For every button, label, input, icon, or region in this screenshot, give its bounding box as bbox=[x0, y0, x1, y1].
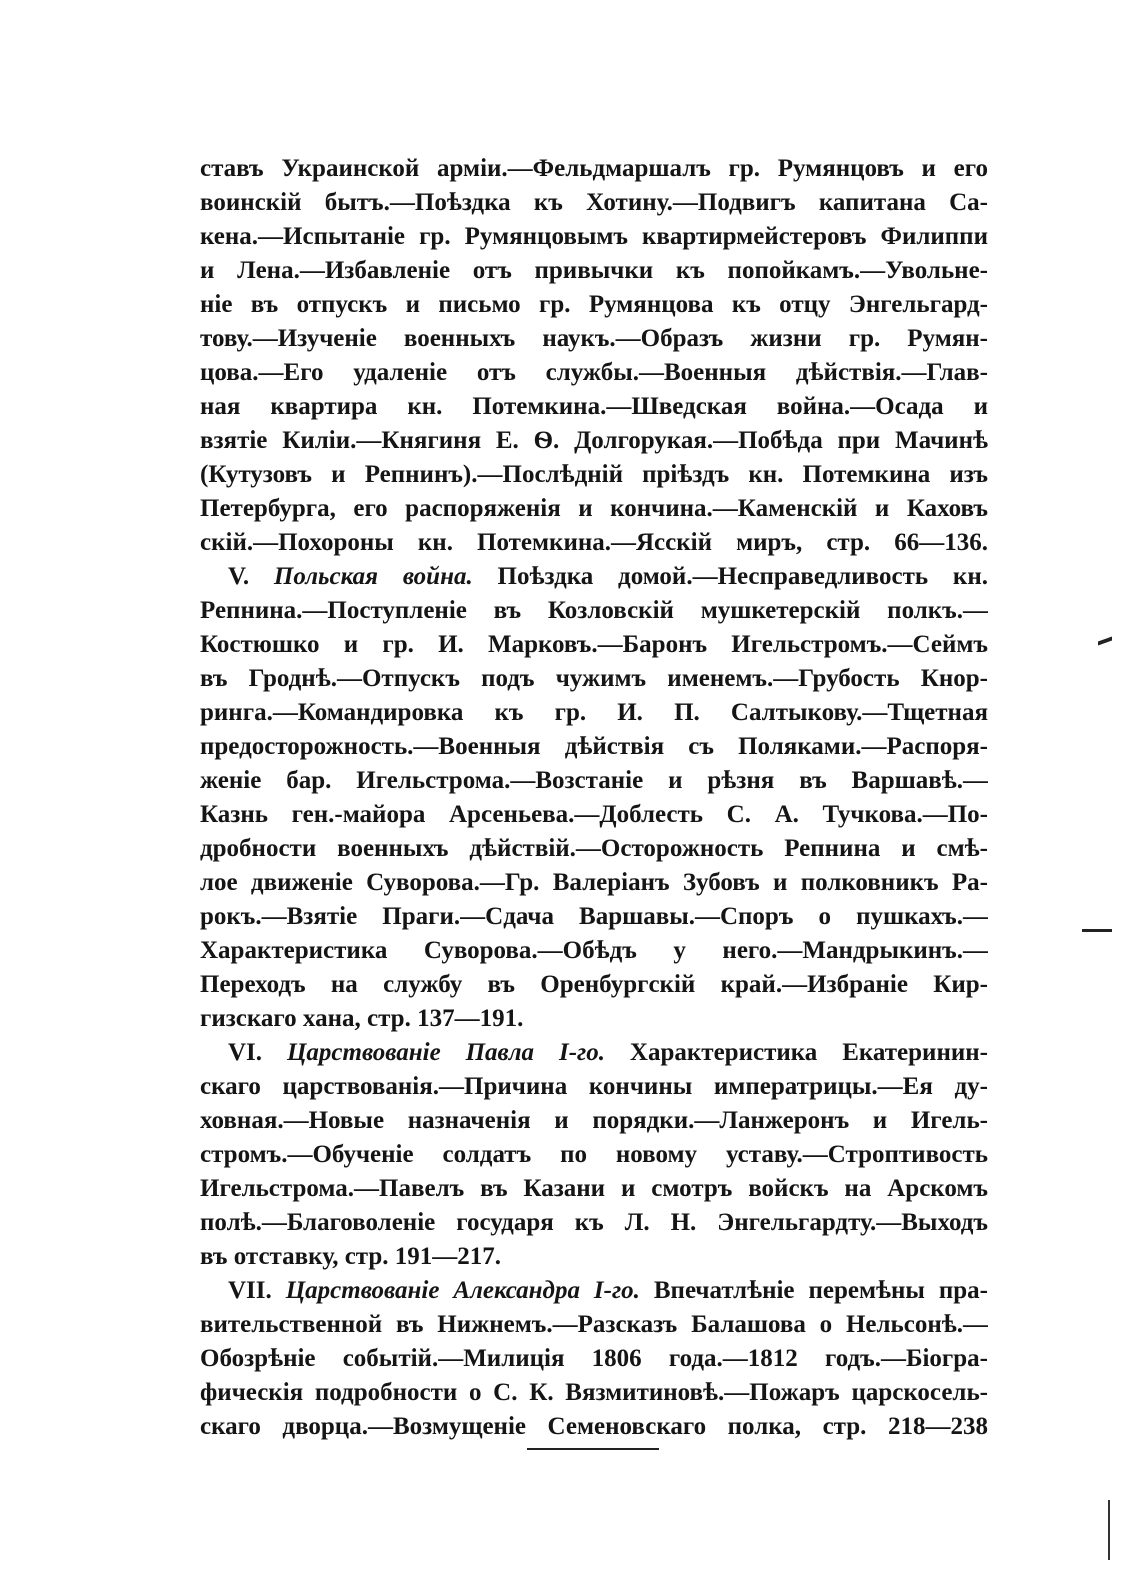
line-text: Характеристика Екатеринин- bbox=[605, 1039, 988, 1066]
line-text: скій.—Похороны кн. Потемкина.—Ясскій миръ, стр. 66—136. bbox=[200, 529, 988, 556]
line-text: Казнь ген.-майора Арсеньева.—Доблесть С. А. Тучкова.—По- bbox=[200, 801, 988, 828]
line-text: ринга.—Командировка къ гр. И. П. Салтыкову.—Тщетная bbox=[200, 699, 988, 726]
line-text: ховная.—Новые назначенія и порядки.—Ланжеронъ и Игель- bbox=[200, 1107, 988, 1134]
table-of-contents-text bbox=[200, 152, 988, 1444]
text-line bbox=[200, 152, 988, 186]
text-line bbox=[200, 1104, 988, 1138]
text-line bbox=[200, 832, 988, 866]
text-line bbox=[200, 424, 988, 458]
end-rule-divider bbox=[527, 1448, 659, 1450]
text-line bbox=[200, 934, 988, 968]
text-line bbox=[200, 628, 988, 662]
section-title: Польская война. bbox=[273, 563, 473, 590]
line-text: Впечатлѣніе перемѣны пра- bbox=[639, 1277, 988, 1304]
text-line bbox=[200, 1308, 988, 1342]
text-line bbox=[200, 356, 988, 390]
line-text: Характеристика Суворова.—Обѣдъ у него.—Мандрыкинъ.— bbox=[200, 937, 988, 964]
text-line bbox=[200, 968, 988, 1002]
text-line bbox=[200, 492, 988, 526]
line-text: дробности военныхъ дѣйствій.—Осторожность Репнина и смѣ- bbox=[200, 835, 988, 862]
line-text: взятіе Киліи.—Княгиня Е. Ѳ. Долгорукая.—Побѣда при Мачинѣ bbox=[200, 427, 988, 454]
text-line bbox=[200, 1002, 988, 1036]
text-line bbox=[200, 696, 988, 730]
line-text: Обозрѣніе событій.—Милиція 1806 года.—1812 годъ.—Біогра- bbox=[200, 1345, 988, 1372]
line-text: скаго царствованія.—Причина кончины императрицы.—Ея ду- bbox=[200, 1073, 988, 1100]
line-text: скаго дворца.—Возмущеніе Семеновскаго полка, стр. 218—238 bbox=[200, 1413, 988, 1440]
scan-speck bbox=[1082, 929, 1112, 932]
text-line bbox=[200, 254, 988, 288]
text-line bbox=[200, 866, 988, 900]
text-line bbox=[200, 390, 988, 424]
line-text: кена.—Испытаніе гр. Румянцовымъ квартирмейстеровъ Филиппи bbox=[200, 223, 988, 250]
text-line bbox=[200, 1240, 988, 1274]
line-text: въ Гроднѣ.—Отпускъ подъ чужимъ именемъ.—Грубость Кнор- bbox=[200, 665, 988, 692]
text-line bbox=[200, 186, 988, 220]
line-text: цова.—Его удаленіе отъ службы.—Военныя дѣйствія.—Глав- bbox=[200, 359, 988, 386]
section-title: Царствованіе Павла I-го. bbox=[286, 1039, 606, 1066]
section-number: V. bbox=[228, 563, 274, 590]
text-line bbox=[200, 1342, 988, 1376]
line-text: въ отставку, стр. 191—217. bbox=[200, 1243, 502, 1270]
text-line bbox=[200, 1172, 988, 1206]
text-line bbox=[200, 1410, 988, 1444]
line-text: гизскаго хана, стр. 137—191. bbox=[200, 1005, 524, 1032]
line-text: ная квартира кн. Потемкина.—Шведская война.—Осада и bbox=[200, 393, 988, 420]
line-text: лое движеніе Суворова.—Гр. Валеріанъ Зубовъ и полковникъ Ра- bbox=[200, 869, 988, 896]
line-text: воинскій бытъ.—Поѣздка къ Хотину.—Подвигъ капитана Са- bbox=[200, 189, 988, 216]
line-text: Поѣздка домой.—Несправедливость кн. bbox=[472, 563, 988, 590]
line-text: тову.—Изученіе военныхъ наукъ.—Образъ жизни гр. Румян- bbox=[200, 325, 988, 352]
line-text: ніе въ отпускъ и письмо гр. Румянцова къ отцу Энгельгард- bbox=[200, 291, 988, 318]
line-text: Костюшко и гр. И. Марковъ.—Баронъ Игельстромъ.—Сеймъ bbox=[200, 631, 988, 658]
line-text: полѣ.—Благоволеніе государя къ Л. Н. Энгельгардту.—Выходъ bbox=[200, 1209, 988, 1236]
section-title: Царствованіе Александра I-го. bbox=[285, 1277, 640, 1304]
line-text: вительственной въ Нижнемъ.—Разсказъ Балашова о Нельсонѣ.— bbox=[200, 1311, 988, 1338]
text-line bbox=[200, 1376, 988, 1410]
scan-edge-line bbox=[1108, 1500, 1110, 1560]
section-heading-line bbox=[200, 1274, 988, 1308]
text-line bbox=[200, 730, 988, 764]
line-text: стромъ.—Обученіе солдатъ по новому уставу.—Строптивость bbox=[200, 1141, 988, 1168]
text-line bbox=[200, 1138, 988, 1172]
text-line bbox=[200, 594, 988, 628]
line-text: Переходъ на службу въ Оренбургскій край.—Избраніе Кир- bbox=[200, 971, 988, 998]
section-number: VI. bbox=[228, 1039, 287, 1066]
text-line bbox=[200, 458, 988, 492]
section-heading-line bbox=[200, 1036, 988, 1070]
scan-speck bbox=[1098, 636, 1112, 645]
text-line bbox=[200, 764, 988, 798]
line-text: Петербурга, его распоряженія и кончина.—Каменскій и Каховъ bbox=[200, 495, 988, 522]
text-line bbox=[200, 1070, 988, 1104]
text-line bbox=[200, 220, 988, 254]
text-line bbox=[200, 1206, 988, 1240]
line-text: ставъ Украинской арміи.—Фельдмаршалъ гр. Румянцовъ и его bbox=[200, 155, 988, 182]
line-text: фическія подробности о С. К. Вязмитиновѣ.—Пожаръ царскосель- bbox=[200, 1379, 988, 1406]
line-text: (Кутузовъ и Репнинъ).—Послѣдній пріѣздъ кн. Потемкина изъ bbox=[200, 461, 988, 488]
line-text: женіе бар. Игельстрома.—Возстаніе и рѣзня въ Варшавѣ.— bbox=[200, 767, 988, 794]
text-line bbox=[200, 900, 988, 934]
section-heading-line bbox=[200, 560, 988, 594]
line-text: рокъ.—Взятіе Праги.—Сдача Варшавы.—Споръ о пушкахъ.— bbox=[200, 903, 988, 930]
line-text: предосторожность.—Военныя дѣйствія съ Поляками.—Распоря- bbox=[200, 733, 988, 760]
section-number: VII. bbox=[228, 1277, 286, 1304]
line-text: Репнина.—Поступленіе въ Козловскій мушкетерскій полкъ.— bbox=[200, 597, 988, 624]
line-text: и Лена.—Избавленіе отъ привычки къ попойкамъ.—Увольне- bbox=[200, 257, 988, 284]
text-line bbox=[200, 798, 988, 832]
line-text: Игельстрома.—Павелъ въ Казани и смотръ войскъ на Арскомъ bbox=[200, 1175, 988, 1202]
text-line bbox=[200, 288, 988, 322]
text-line bbox=[200, 322, 988, 356]
text-line bbox=[200, 662, 988, 696]
text-line bbox=[200, 526, 988, 560]
